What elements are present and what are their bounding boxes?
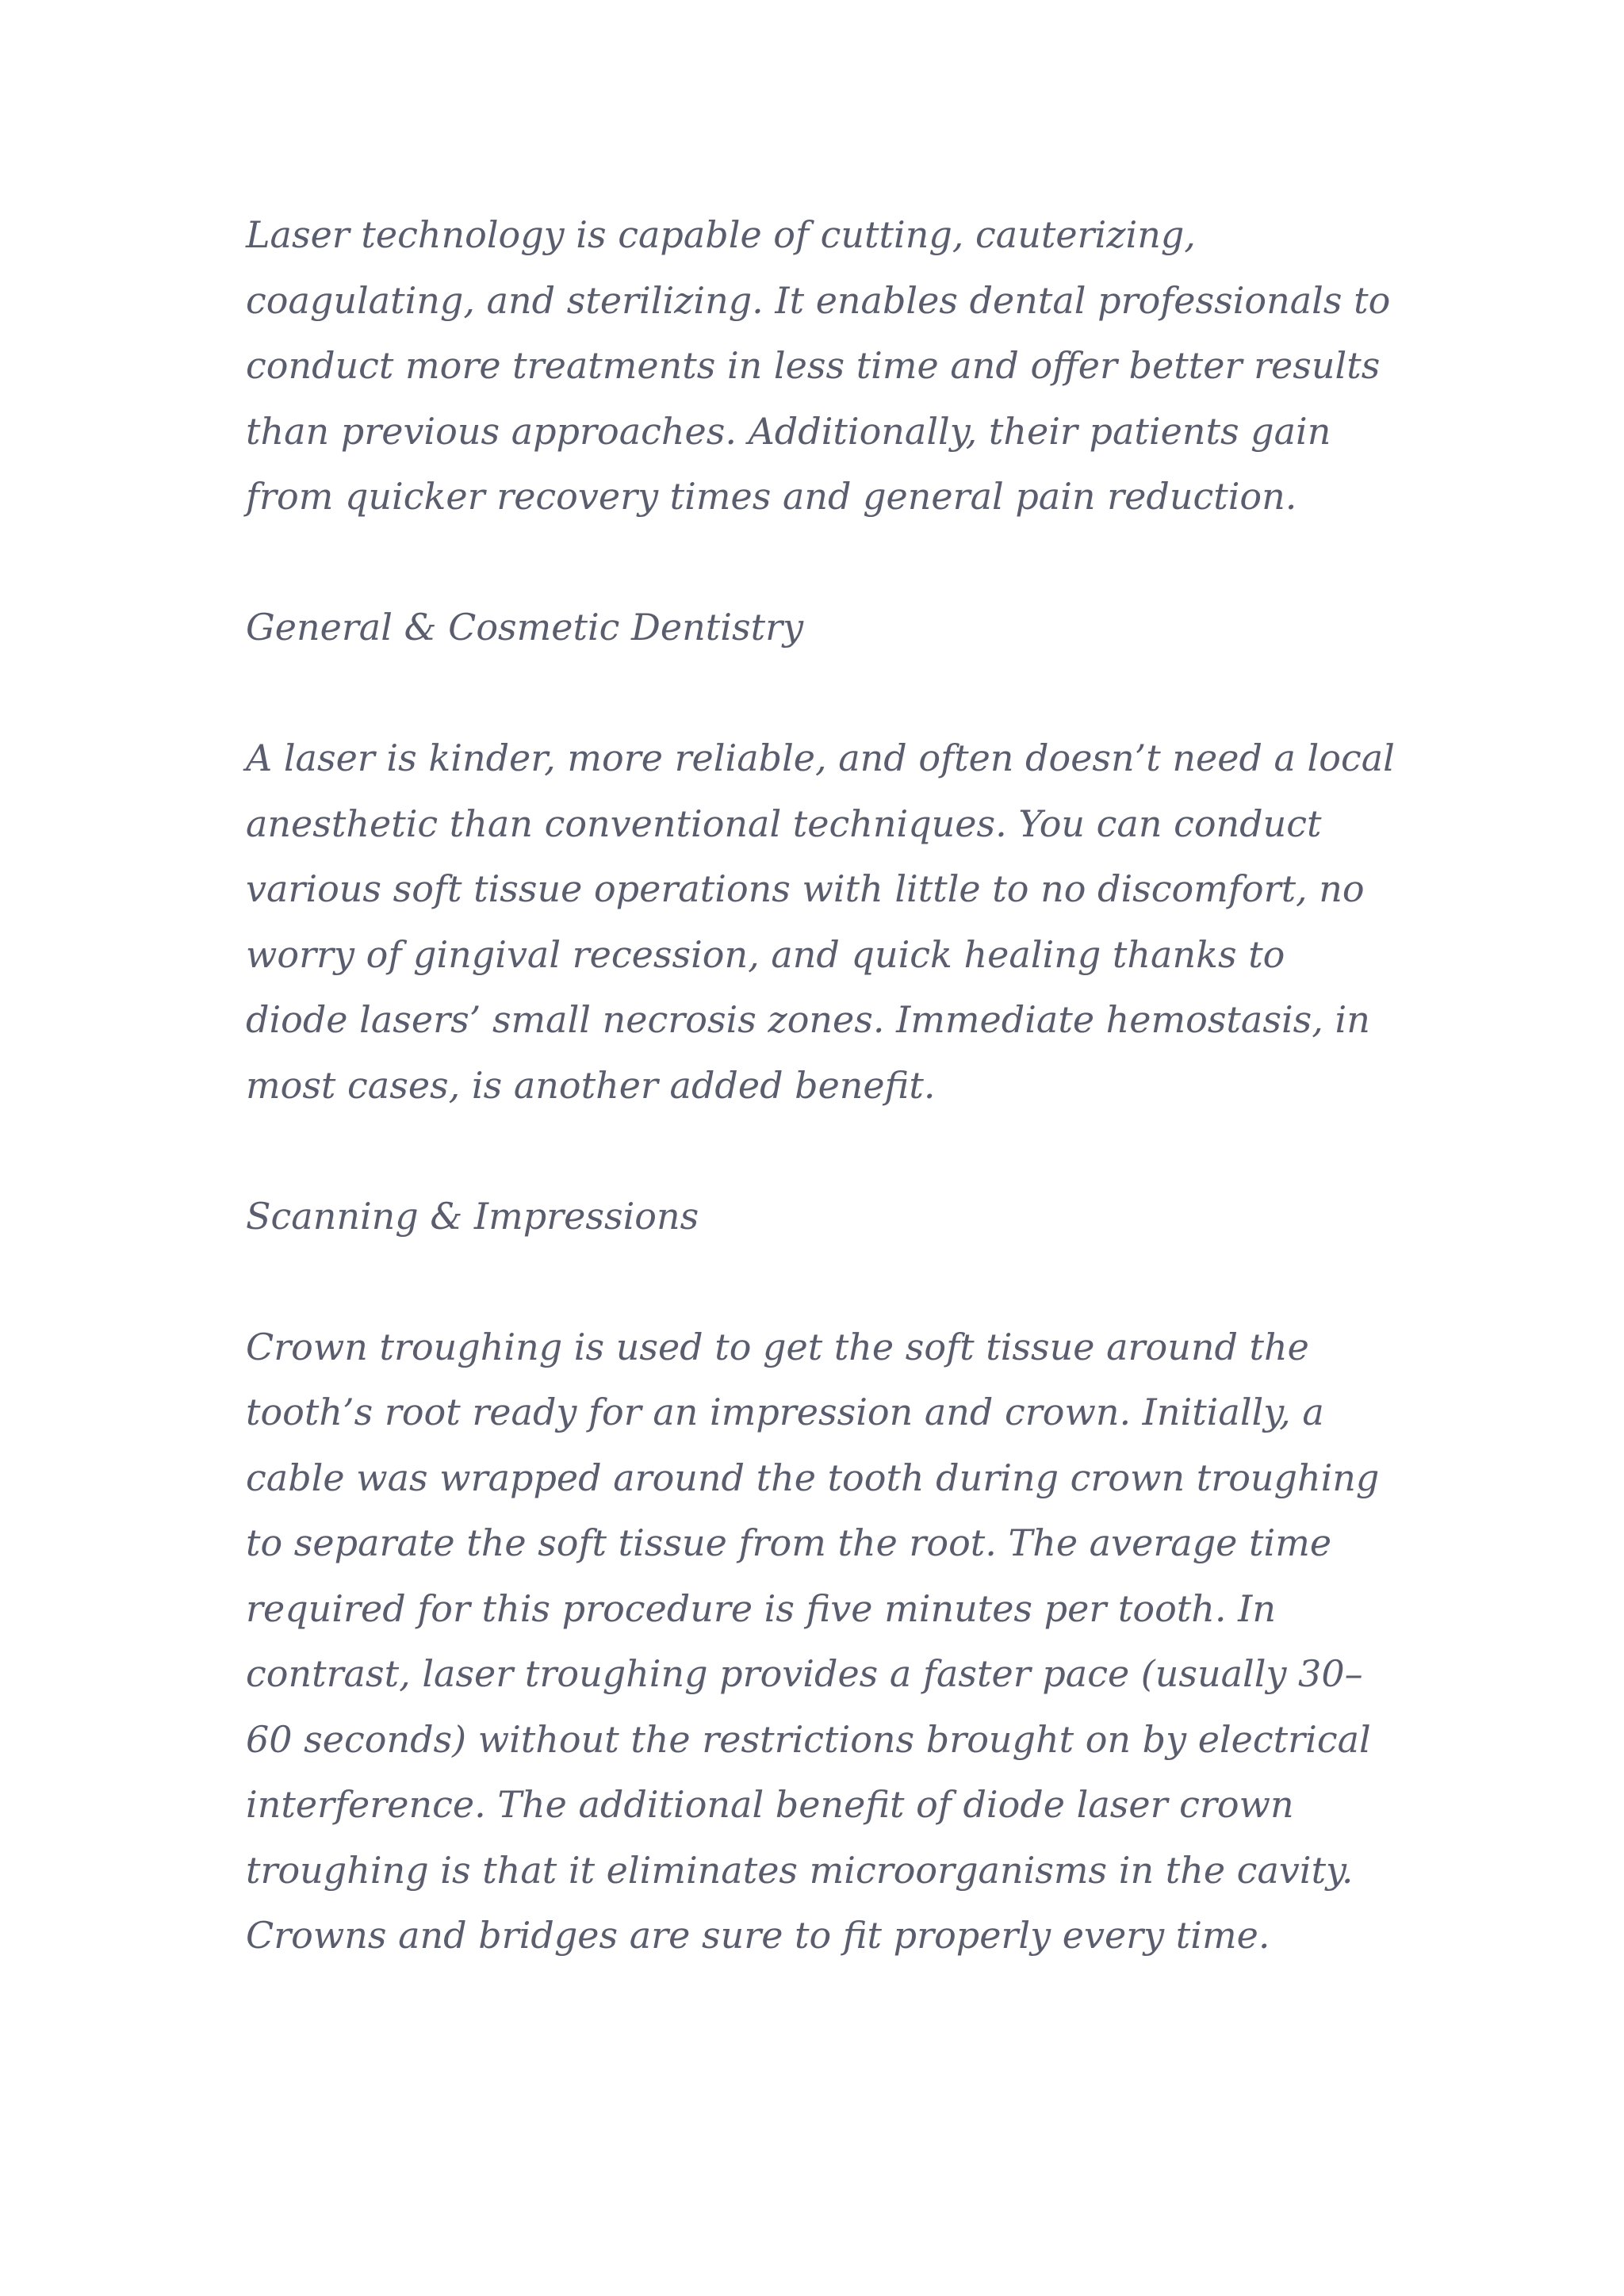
- document-body: [246, 202, 1396, 1969]
- spacer: [246, 1118, 1396, 1184]
- spacer: [246, 660, 1396, 726]
- section-heading-general-cosmetic: General & Cosmetic Dentistry: [246, 606, 804, 649]
- paragraph-crown-troughing: Crown troughing is used to get the soft tissue around the tooth’s root ready for an impression and crown. Initially, a cable was wrapped around the tooth during crown troughing to separate the soft tissue from the root. The average time required for this procedure is five minutes per tooth. In contrast, laser troughing provides a faster pace (usually 30–60 seconds) without the restrictions brought on by electrical interference. The additional benefit of diode laser crown troughing is that it eliminates microorganisms in the cavity. Crowns and bridges are sure to fit properly every time.: [246, 1325, 1380, 1957]
- section-heading-scanning-impressions: Scanning & Impressions: [246, 1194, 699, 1238]
- paragraph-laser-kinder: A laser is kinder, more reliable, and often doesn’t need a local anesthetic than conventional techniques. You can conduct various soft tissue operations with little to no discomfort, no worry of gingival recession, and quick healing thanks to diode lasers’ small necrosis zones. Immediate hemostasis, in most cases, is another added benefit.: [246, 737, 1395, 1107]
- spacer: [246, 530, 1396, 595]
- paragraph-laser-technology: Laser technology is capable of cutting, cauterizing, coagulating, and sterilizing. It enables dental professionals to conduct more treatments in less time and offer better results than previous approaches. Additionally, their patients gain from quicker recovery times and general pain reduction.: [246, 213, 1391, 518]
- spacer: [246, 1249, 1396, 1314]
